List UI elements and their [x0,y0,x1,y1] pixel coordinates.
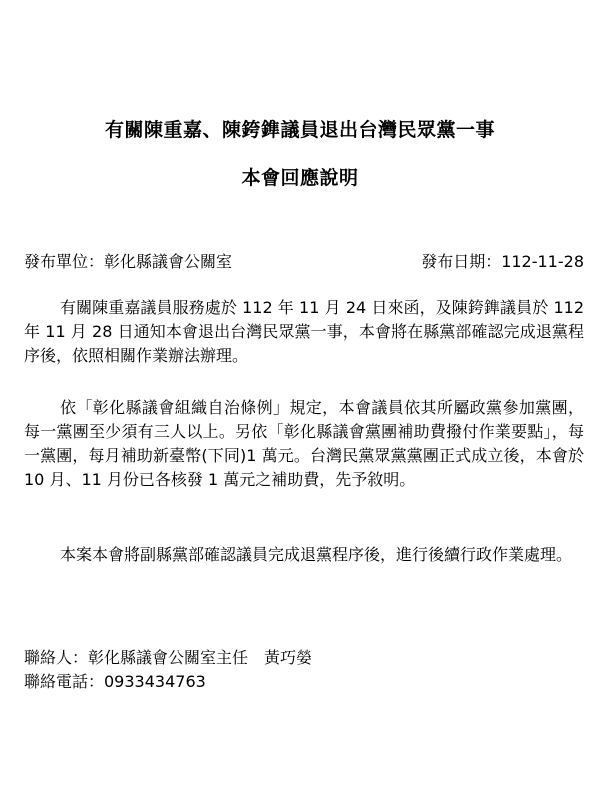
paragraph-caucus-rules: 依「彰化縣議會組織自治條例」規定，本會議員依其所屬政黨參加黨團，每一黨團至少須有三人以上。另依「彰化縣議會黨團補助費撥付作業要點」，每一黨團，每月補助新臺幣(下同)1 萬元。台灣民黨眾黨黨團正式成立後，本會於 10 月、11 月份已各核發 1 萬元之補助費，先予敘明。 [24,398,584,489]
meta-row [24,249,584,273]
contact-person: 聯絡人：彰化縣議會公關室主任 黃巧嫈 [24,648,313,667]
document-title: 有關陳重嘉、陳銙鎨議員退出台灣民眾黨一事 [104,119,495,141]
document-subtitle: 本會回應說明 [241,167,359,189]
paragraph-withdrawal-notice: 有關陳重嘉議員服務處於 112 年 11 月 24 日來函，及陳銙鎨議員於 112 年 11 月 28 日通知本會退出台灣民眾黨一事，本會將在縣黨部確認完成退黨程序後，依照相關作業辦法辦理。 [24,298,584,365]
paragraph-next-steps: 本案本會將副縣黨部確認議員完成退黨程序後，進行後續行政作業處理。 [60,545,573,564]
release-date: 發布日期：112-11-28 [421,252,584,271]
contact-phone: 聯絡電話：0933434763 [24,672,206,691]
issuer-label: 發布單位：彰化縣議會公關室 [24,252,233,271]
